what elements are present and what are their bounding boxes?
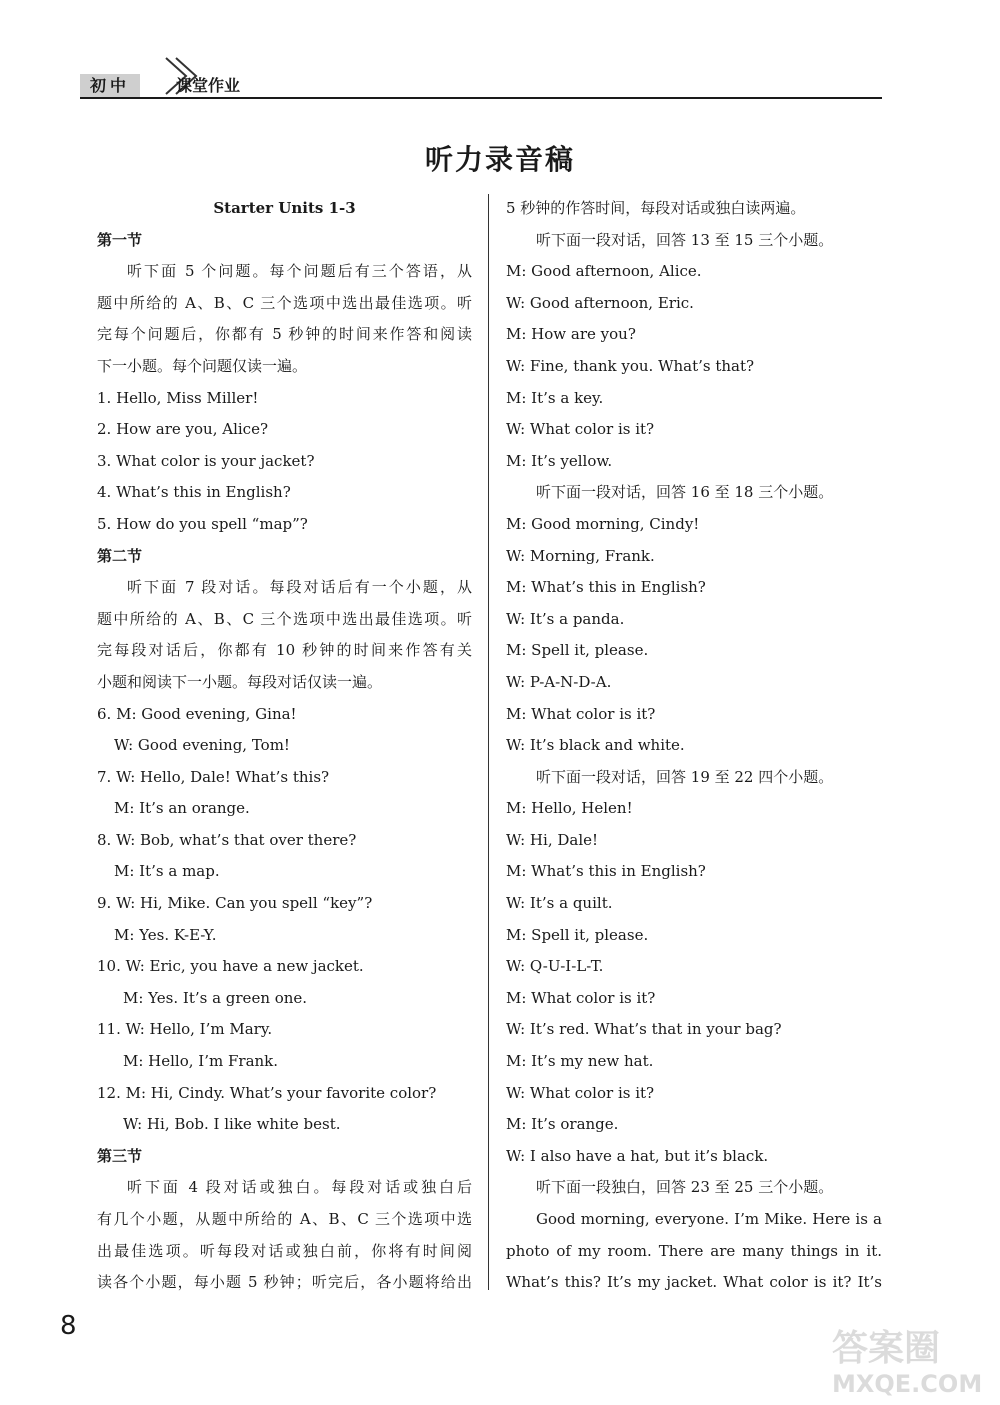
page-header (80, 52, 882, 100)
watermark-bottom-text: MXQE.COM (832, 1370, 983, 1398)
right-column (506, 193, 882, 1299)
text-line: 听下面 5 个问题。每个问题后有三个答语，从 (127, 262, 472, 281)
text-line: 5. How do you spell “map”? (97, 514, 308, 533)
page-title: 听力录音稿 (424, 143, 575, 176)
text-line: M: What color is it? (506, 704, 656, 723)
text-line: 完每段对话后，你都有 10 秒钟的时间来作答有关 (97, 641, 472, 660)
page-number: 8 (60, 1311, 77, 1341)
text-line: 题中所给的 A、B、C 三个选项中选出最佳选项。听 (97, 609, 472, 628)
text-line: W: It’s red. What’s that in your bag? (506, 1020, 782, 1039)
text-line: 完每个问题后，你都有 5 秒钟的时间来作答和阅读 (97, 325, 472, 344)
text-line: M: It’s a key. (506, 388, 604, 407)
text-line: M: It’s an orange. (114, 799, 250, 818)
text-line: M: Good morning, Cindy! (506, 514, 700, 533)
text-line: W: Q-U-I-L-T. (506, 957, 604, 976)
text-line: M: Spell it, please. (506, 925, 649, 944)
text-line: 9. W: Hi, Mike. Can you spell “key”? (97, 894, 373, 913)
text-line: W: It’s a quilt. (506, 894, 613, 913)
section-heading: 第三节 (97, 1146, 143, 1165)
section-heading: 第一节 (97, 230, 143, 249)
text-line: 10. W: Eric, you have a new jacket. (97, 957, 364, 976)
text-line: M: It’s orange. (506, 1115, 619, 1134)
watermark-logo (828, 1318, 986, 1398)
text-line: 6. M: Good evening, Gina! (97, 704, 297, 723)
text-line: M: What color is it? (506, 988, 656, 1007)
text-line: 听下面一段对话，回答 16 至 18 三个小题。 (536, 483, 834, 502)
text-line: 4. What’s this in English? (97, 483, 291, 502)
text-line: M: How are you? (506, 325, 636, 344)
text-line: W: Good evening, Tom! (114, 736, 290, 755)
text-line: 听下面一段独白，回答 23 至 25 三个小题。 (536, 1178, 834, 1197)
watermark-top-text: 答案圈 (832, 1328, 941, 1369)
text-line: W: It’s black and white. (506, 736, 685, 755)
text-line: 出最佳选项。听每段对话或独白前，你将有时间阅 (97, 1241, 472, 1260)
text-line: 3. What color is your jacket? (97, 451, 315, 470)
section-heading: 第二节 (97, 546, 143, 565)
text-line: 下一小题。每个问题仅读一遍。 (97, 356, 308, 375)
left-column (97, 193, 472, 1299)
text-line: 8. W: Bob, what’s that over there? (97, 830, 357, 849)
text-line: M: What’s this in English? (506, 578, 706, 597)
text-line: 听下面 7 段对话。每段对话后有一个小题，从 (127, 578, 472, 597)
text-line: 读各个小题，每小题 5 秒钟；听完后，各小题将给出 (97, 1273, 472, 1292)
text-line: W: Hi, Dale! (506, 830, 599, 849)
text-line: W: Fine, thank you. What’s that? (506, 356, 755, 375)
header-title: 课堂作业 (176, 76, 241, 95)
text-line: W: Good afternoon, Eric. (506, 293, 694, 312)
text-line: M: It’s a map. (114, 862, 220, 881)
text-line: What’s this? It’s my jacket. What color is it? It’s (506, 1273, 882, 1292)
text-line: W: It’s a panda. (506, 609, 625, 628)
header-rule (80, 97, 882, 99)
text-line: W: P-A-N-D-A. (506, 672, 612, 691)
text-line: 1. Hello, Miss Miller! (97, 388, 259, 407)
text-line: 2. How are you, Alice? (97, 420, 269, 439)
text-line: M: Yes. K-E-Y. (114, 925, 217, 944)
text-line: 听下面一段对话，回答 13 至 15 三个小题。 (536, 230, 834, 249)
text-line: M: Hello, I’m Frank. (123, 1052, 279, 1071)
text-line: 小题和阅读下一小题。每段对话仅读一遍。 (97, 672, 383, 691)
text-line: 有几个小题，从题中所给的 A、B、C 三个选项中选 (97, 1210, 472, 1228)
text-line: 7. W: Hello, Dale! What’s this? (97, 767, 330, 786)
header-tag: 初中 (80, 74, 140, 98)
text-line: 12. M: Hi, Cindy. What’s your favorite color? (97, 1083, 437, 1102)
text-line: Good morning, everyone. I’m Mike. Here is a (536, 1210, 882, 1228)
text-line: M: Spell it, please. (506, 641, 649, 660)
text-line: M: It’s my new hat. (506, 1052, 654, 1071)
text-line: 5 秒钟的作答时间，每段对话或独白读两遍。 (506, 199, 806, 217)
text-line: M: Good afternoon, Alice. (506, 262, 702, 281)
units-heading: Starter Units 1-3 (213, 199, 356, 217)
text-line: M: What’s this in English? (506, 862, 706, 881)
text-line: M: Yes. It’s a green one. (123, 988, 308, 1007)
text-line: 题中所给的 A、B、C 三个选项中选出最佳选项。听 (97, 293, 472, 312)
text-line: W: What color is it? (506, 420, 655, 439)
text-line: 听下面一段对话，回答 19 至 22 四个小题。 (536, 767, 834, 786)
text-line: W: What color is it? (506, 1083, 655, 1102)
column-divider (488, 194, 489, 1290)
text-line: M: Hello, Helen! (506, 799, 633, 818)
text-line: W: Hi, Bob. I like white best. (123, 1115, 341, 1134)
text-line: W: Morning, Frank. (506, 546, 655, 565)
text-line: 听下面 4 段对话或独白。每段对话或独白后 (127, 1178, 472, 1197)
text-line: M: It’s yellow. (506, 451, 613, 470)
text-line: 11. W: Hello, I’m Mary. (97, 1020, 273, 1039)
text-line: photo of my room. There are many things in it. (506, 1241, 882, 1260)
text-line: W: I also have a hat, but it’s black. (506, 1146, 769, 1165)
